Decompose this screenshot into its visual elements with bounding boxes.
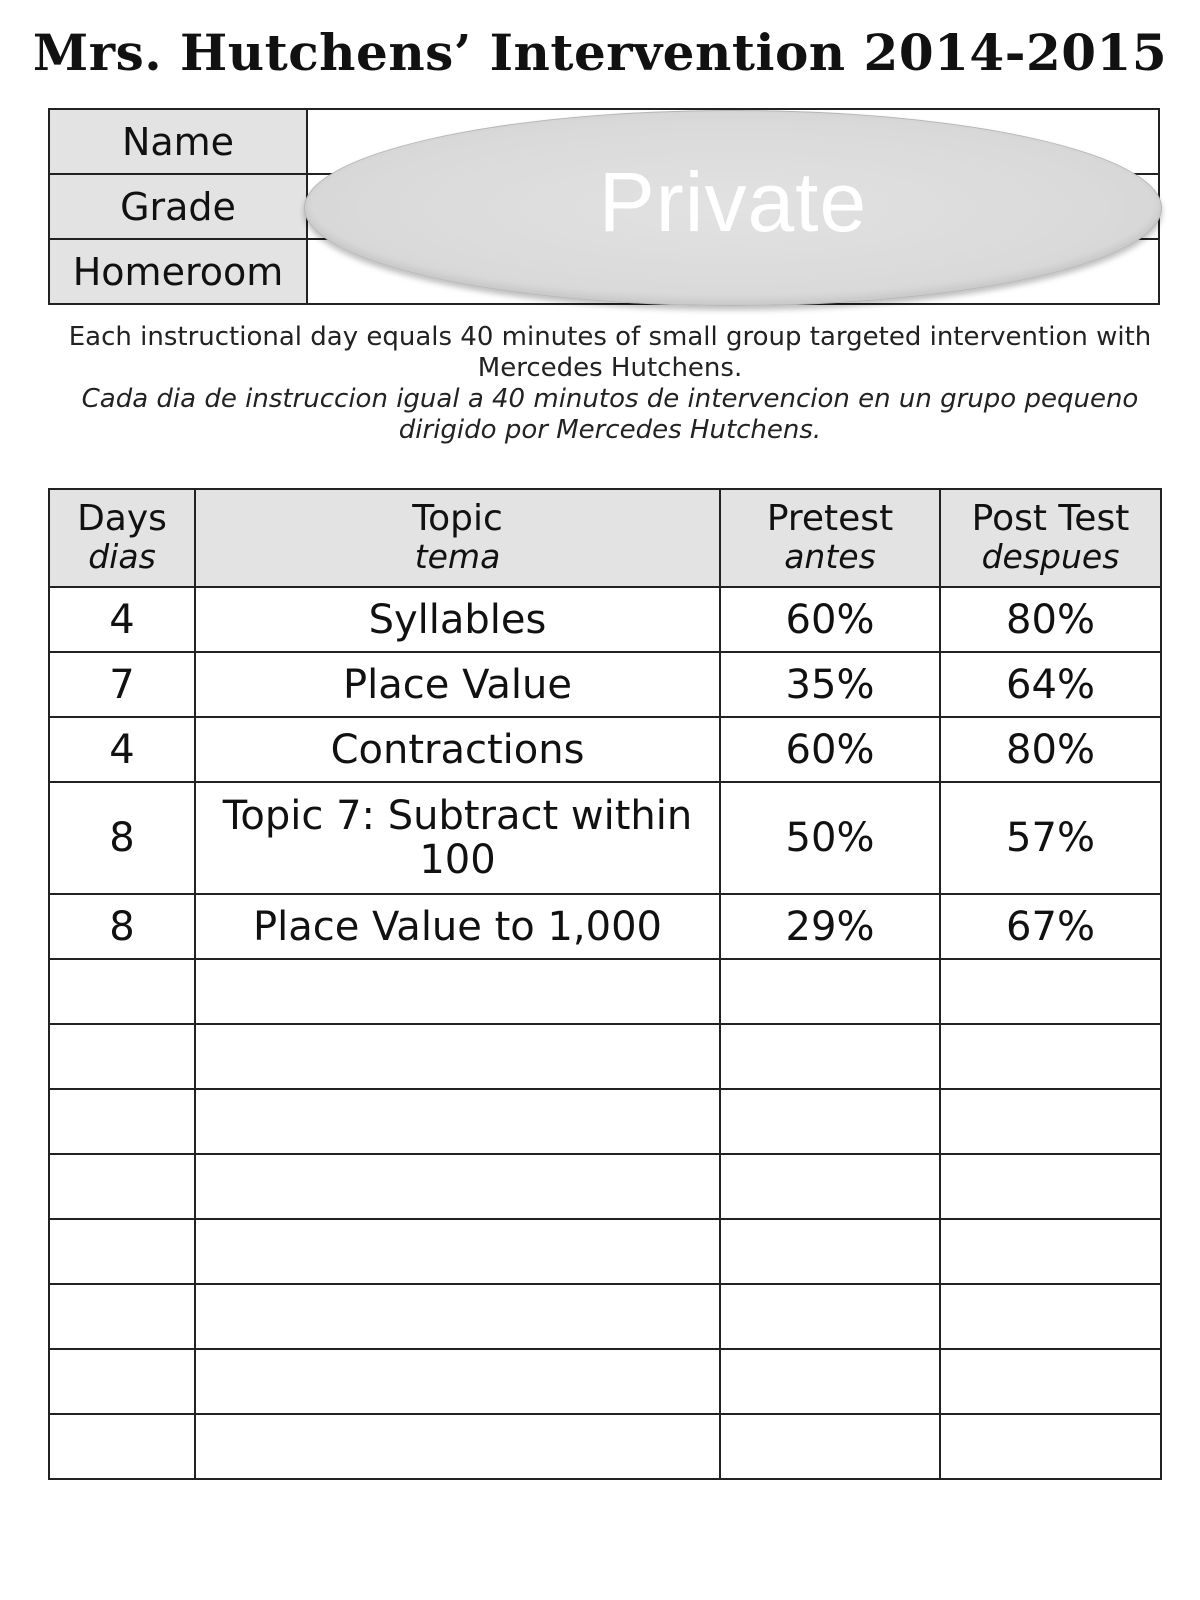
grade-label: Grade [49, 174, 307, 239]
empty-cell[interactable] [940, 1414, 1161, 1479]
topic-cell: Place Value [195, 652, 720, 717]
empty-cell[interactable] [195, 1349, 720, 1414]
empty-table-row [49, 1024, 1161, 1089]
header-pretest [720, 489, 940, 587]
table-header-row [49, 489, 1161, 587]
days-cell: 7 [49, 652, 195, 717]
empty-table-row [49, 1349, 1161, 1414]
empty-cell[interactable] [720, 1154, 940, 1219]
empty-cell[interactable] [720, 1349, 940, 1414]
empty-table-row [49, 1219, 1161, 1284]
empty-cell[interactable] [195, 1414, 720, 1479]
empty-cell[interactable] [720, 1024, 940, 1089]
posttest-cell: 80% [940, 717, 1161, 782]
empty-cell[interactable] [195, 1219, 720, 1284]
empty-cell[interactable] [940, 959, 1161, 1024]
pretest-cell: 29% [720, 894, 940, 959]
topic-cell: Place Value to 1,000 [195, 894, 720, 959]
table-row [49, 652, 1161, 717]
header-posttest-label: Post Test [971, 498, 1130, 539]
table-row [49, 782, 1161, 894]
pretest-cell: 60% [720, 587, 940, 652]
topic-cell: Contractions [195, 717, 720, 782]
empty-cell[interactable] [720, 1414, 940, 1479]
empty-cell[interactable] [940, 1154, 1161, 1219]
empty-cell[interactable] [720, 1089, 940, 1154]
empty-cell[interactable] [49, 1024, 195, 1089]
days-cell: 8 [49, 894, 195, 959]
empty-table-row [49, 1414, 1161, 1479]
posttest-cell: 67% [940, 894, 1161, 959]
empty-cell[interactable] [49, 1089, 195, 1154]
page-title: Mrs. Hutchens’ Intervention 2014-2015 [32, 23, 1168, 82]
header-pretest-sub: antes [784, 537, 876, 576]
header-pretest-label: Pretest [766, 498, 894, 539]
empty-table-row [49, 1089, 1161, 1154]
table-row [49, 894, 1161, 959]
topic-cell: Topic 7: Subtract within 100 [195, 782, 720, 894]
header-topic-sub: tema [414, 537, 501, 576]
pretest-cell: 60% [720, 717, 940, 782]
empty-cell[interactable] [940, 1219, 1161, 1284]
intervention-scores-table [48, 488, 1162, 1480]
table-row [49, 587, 1161, 652]
header-days-label: Days [77, 498, 167, 539]
header-posttest [940, 489, 1161, 587]
pretest-cell: 50% [720, 782, 940, 894]
header-days-sub: dias [88, 537, 156, 576]
empty-cell[interactable] [720, 1284, 940, 1349]
empty-cell[interactable] [195, 1024, 720, 1089]
homeroom-label: Homeroom [49, 239, 307, 304]
empty-cell[interactable] [940, 1349, 1161, 1414]
posttest-cell: 57% [940, 782, 1161, 894]
posttest-cell: 80% [940, 587, 1161, 652]
days-cell: 4 [49, 587, 195, 652]
private-label: Private [598, 154, 868, 249]
posttest-cell: 64% [940, 652, 1161, 717]
empty-cell[interactable] [195, 1089, 720, 1154]
table-row [49, 717, 1161, 782]
empty-table-row [49, 1284, 1161, 1349]
empty-cell[interactable] [49, 1219, 195, 1284]
pretest-cell: 35% [720, 652, 940, 717]
note-english: Each instructional day equals 40 minutes of small group targeted intervention with Mercedes Hutchens. [68, 322, 1152, 383]
empty-cell[interactable] [940, 1024, 1161, 1089]
days-cell: 8 [49, 782, 195, 894]
note-spanish: Cada dia de instruccion igual a 40 minutos de intervencion en un grupo pequeno dirigido por Mercedes Hutchens. [81, 384, 1139, 445]
empty-cell[interactable] [195, 1154, 720, 1219]
empty-cell[interactable] [720, 959, 940, 1024]
empty-cell[interactable] [49, 959, 195, 1024]
empty-table-row [49, 1154, 1161, 1219]
empty-table-row [49, 959, 1161, 1024]
empty-cell[interactable] [195, 1284, 720, 1349]
header-topic-label: Topic [412, 498, 503, 539]
empty-cell[interactable] [195, 959, 720, 1024]
empty-cell[interactable] [940, 1089, 1161, 1154]
empty-cell[interactable] [49, 1414, 195, 1479]
empty-cell[interactable] [720, 1219, 940, 1284]
empty-cell[interactable] [940, 1284, 1161, 1349]
name-label: Name [49, 109, 307, 174]
header-posttest-sub: despues [981, 537, 1120, 576]
empty-cell[interactable] [49, 1349, 195, 1414]
days-cell: 4 [49, 717, 195, 782]
topic-cell: Syllables [195, 587, 720, 652]
header-topic [195, 489, 720, 587]
privacy-redaction-overlay [304, 110, 1162, 306]
intervention-note [60, 322, 1160, 446]
header-days [49, 489, 195, 587]
empty-cell[interactable] [49, 1154, 195, 1219]
empty-cell[interactable] [49, 1284, 195, 1349]
